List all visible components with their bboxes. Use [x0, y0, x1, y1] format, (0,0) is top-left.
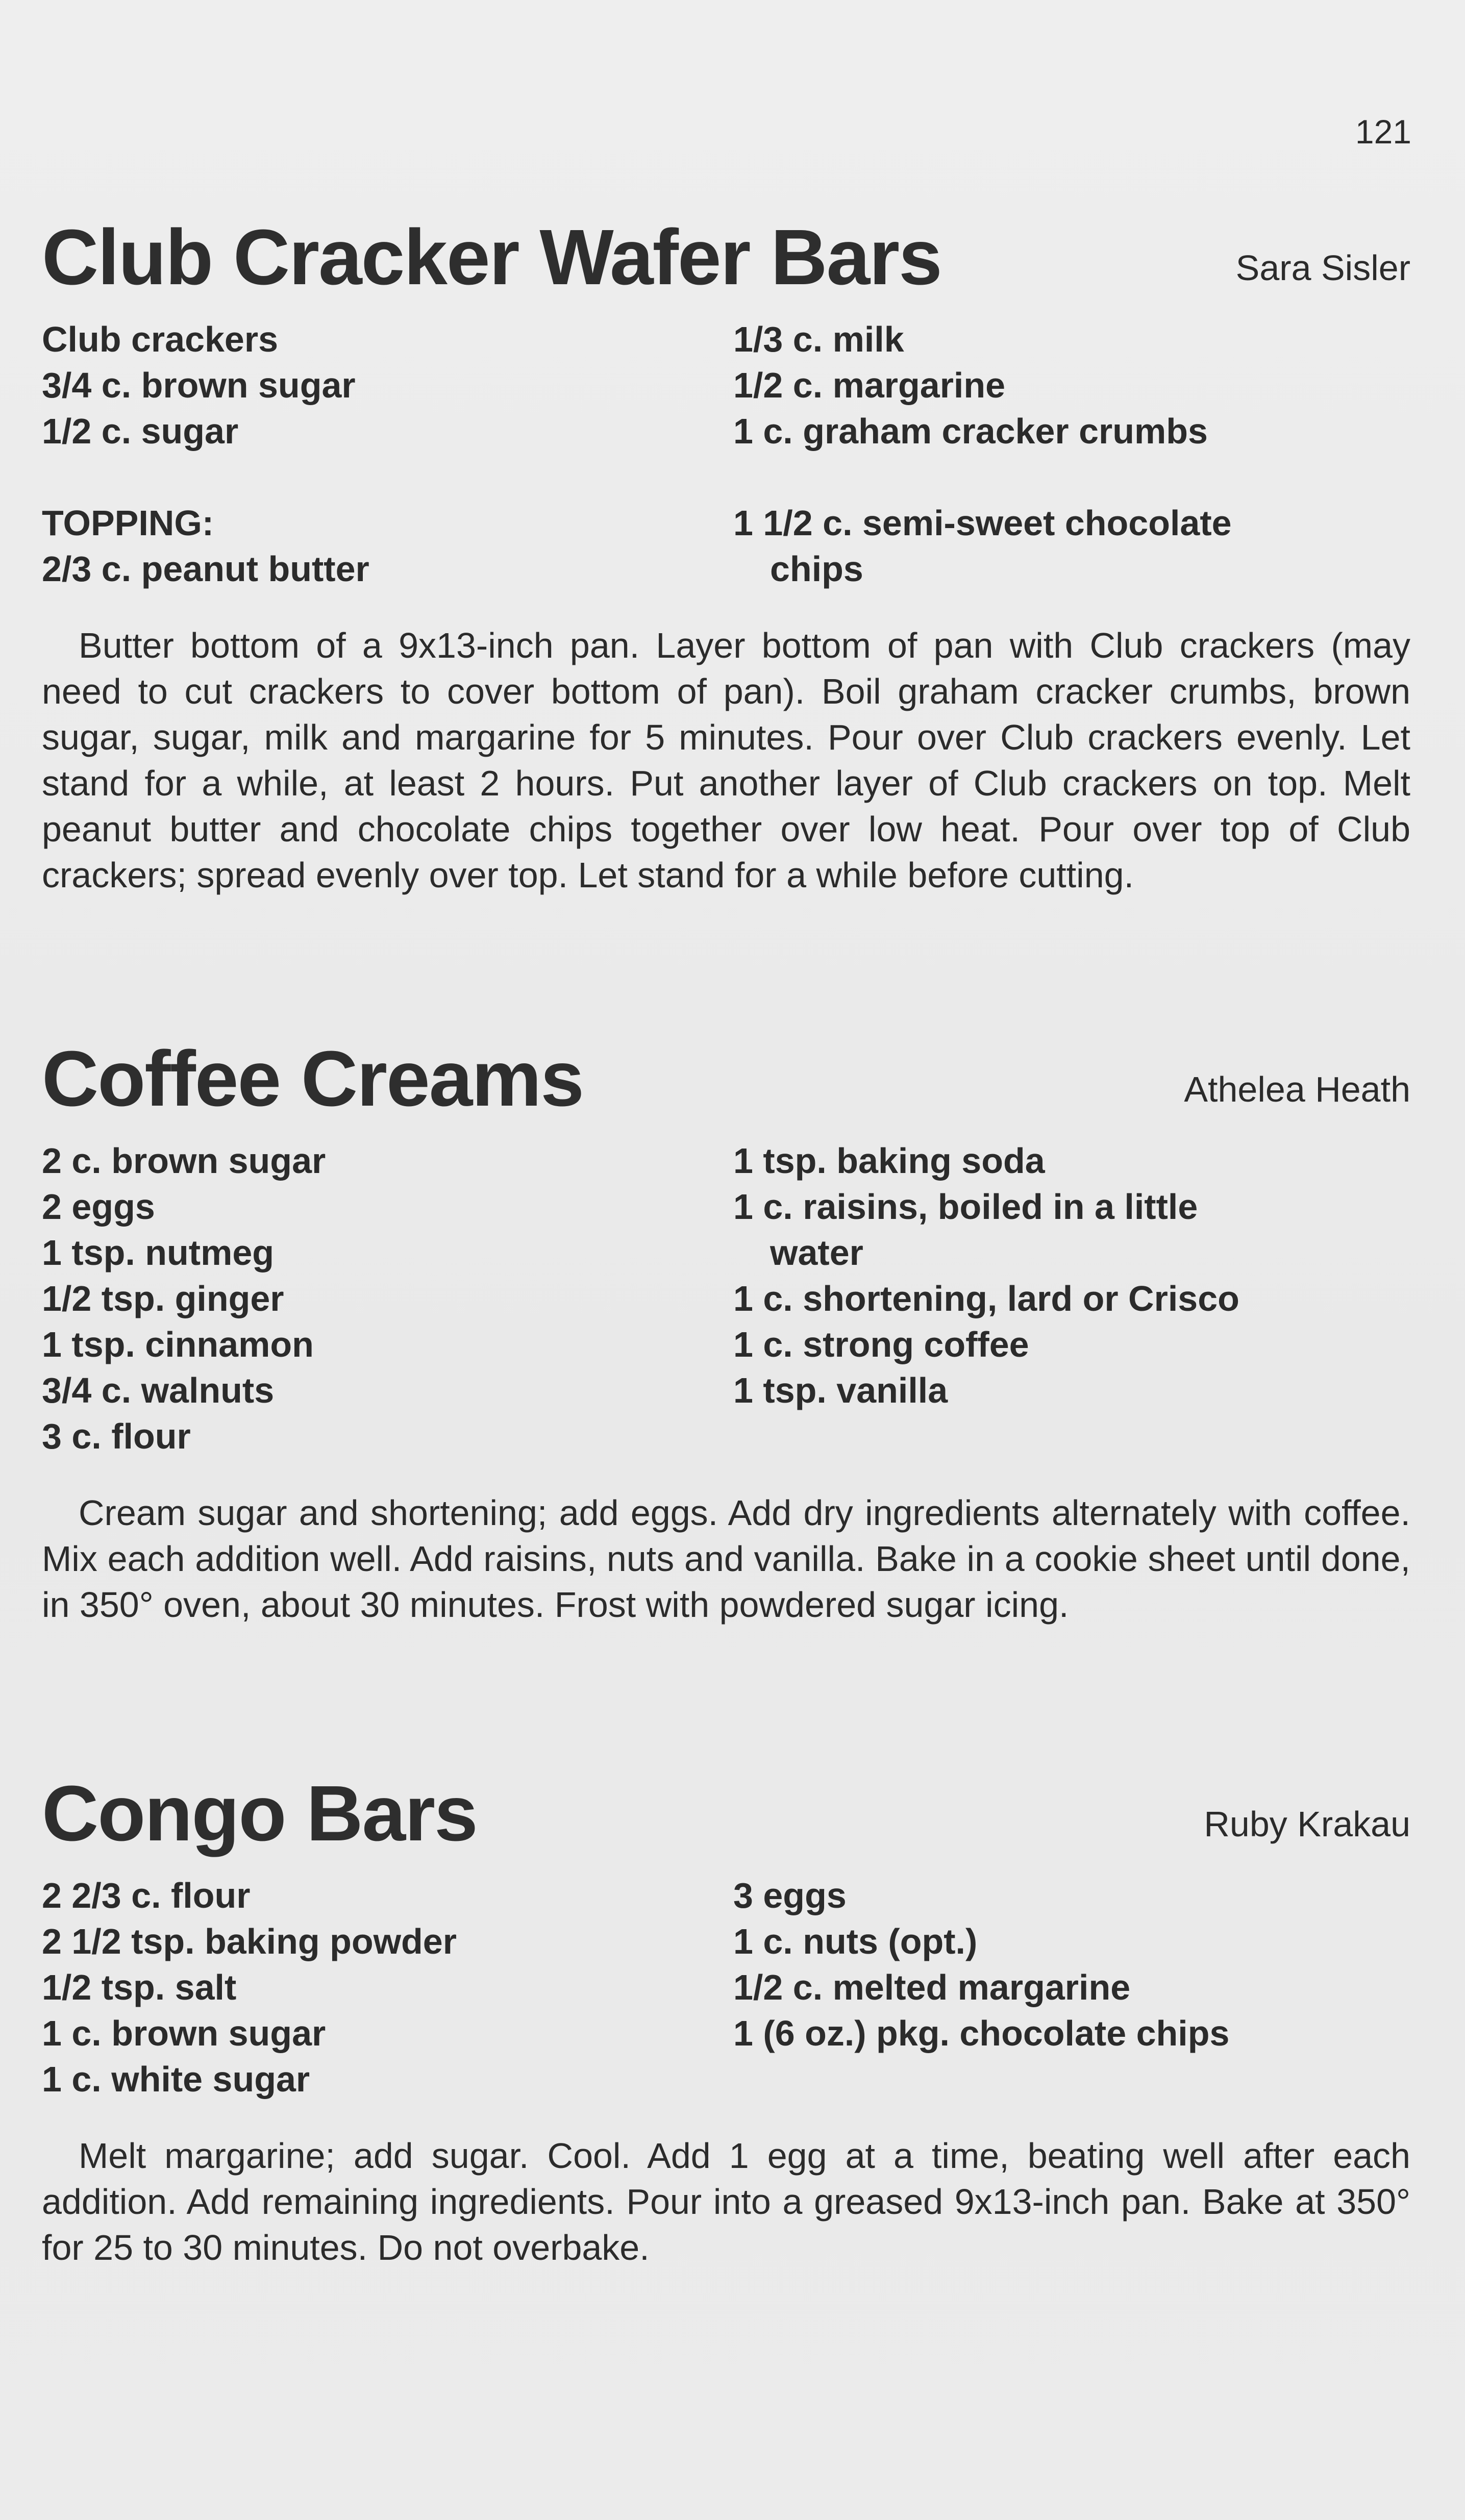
ingredient-column-left: [42, 1138, 733, 1459]
ingredient-line: 1 c. graham cracker crumbs: [733, 411, 1208, 451]
recipe-header: [42, 214, 1410, 316]
ingredient-line-continued: water: [770, 1233, 863, 1273]
ingredient-column-right: [733, 1873, 1410, 2102]
ingredient-line: 1/2 c. margarine: [733, 365, 1006, 405]
recipe-congo-bars: [42, 1770, 1410, 2271]
ingredient-line: 3/4 c. brown sugar: [42, 365, 356, 405]
ingredient-line: 1 c. white sugar: [42, 2059, 310, 2099]
ingredient-line: 2 1/2 tsp. baking powder: [42, 1922, 457, 1961]
ingredient-column-left: [42, 1873, 733, 2102]
ingredient-line: 1 1/2 c. semi-sweet chocolate: [733, 503, 1232, 543]
ingredient-line: 1 (6 oz.) pkg. chocolate chips: [733, 2013, 1230, 2053]
ingredient-line: Club crackers: [42, 319, 279, 359]
ingredient-list: [42, 1873, 1410, 2102]
ingredient-line: 3 c. flour: [42, 1416, 191, 1456]
spacer: [42, 454, 733, 500]
ingredient-list: [42, 1138, 1410, 1459]
ingredient-line: 3/4 c. walnuts: [42, 1370, 275, 1410]
ingredient-line: 1 c. nuts (opt.): [733, 1922, 978, 1961]
ingredient-line: 1/2 tsp. salt: [42, 1967, 237, 2007]
ingredient-column-left: [42, 316, 733, 592]
recipe-header: [42, 1770, 1410, 1873]
ingredient-line: 1/3 c. milk: [733, 319, 904, 359]
ingredient-list: [42, 316, 1410, 592]
ingredient-line: 1 tsp. baking soda: [733, 1141, 1045, 1181]
recipe-title: Congo Bars: [42, 1769, 477, 1857]
ingredient-line: 1 c. strong coffee: [733, 1325, 1029, 1364]
ingredient-column-right: [733, 316, 1410, 592]
recipe-club-cracker-wafer-bars: [42, 214, 1410, 898]
recipe-coffee-creams: [42, 1036, 1410, 1628]
recipe-title: Club Cracker Wafer Bars: [42, 213, 941, 301]
ingredient-line: 1/2 c. sugar: [42, 411, 239, 451]
ingredient-column-right: [733, 1138, 1410, 1459]
recipe-author: Athelea Heath: [1184, 1069, 1410, 1109]
recipe-title: Coffee Creams: [42, 1035, 583, 1122]
ingredient-line: 1/2 c. melted margarine: [733, 1967, 1131, 2007]
ingredient-line-continued: chips: [770, 549, 863, 589]
recipe-directions: Butter bottom of a 9x13-inch pan. Layer bottom of pan with Club crackers (may need to cut crackers to cover bottom of pan). Boil graham cracker crumbs, brown sugar, sugar, milk and margarine for 5 minutes. Pour over Club crackers evenly. Let stand for a while, at least 2 hours. Put another layer of Club crackers on top. Melt peanut butter and chocolate chips together over low heat. Pour over top of Club crackers; spread evenly over top. Let stand for a while before cutting.: [42, 626, 1410, 895]
recipe-author: Ruby Krakau: [1204, 1804, 1410, 1844]
ingredient-line: 1 tsp. vanilla: [733, 1370, 948, 1410]
spacer: [733, 454, 1410, 500]
recipe-directions: Melt margarine; add sugar. Cool. Add 1 egg at a time, beating well after each addition. Add remaining ingredients. Pour into a greased 9x13-inch pan. Bake at 350° for 25 to 30 minutes. Do not overbake.: [42, 2136, 1410, 2267]
ingredient-line: 3 eggs: [733, 1876, 847, 1915]
recipe-header: [42, 1036, 1410, 1138]
ingredient-line: 2/3 c. peanut butter: [42, 549, 369, 589]
ingredient-line: 1 c. brown sugar: [42, 2013, 326, 2053]
ingredient-line: 2 2/3 c. flour: [42, 1876, 251, 1915]
recipe-author: Sara Sisler: [1235, 248, 1410, 288]
page-number: 121: [1355, 113, 1411, 151]
topping-heading: TOPPING:: [42, 503, 214, 543]
ingredient-line: 1 c. raisins, boiled in a little: [733, 1187, 1198, 1227]
ingredient-line: 2 c. brown sugar: [42, 1141, 326, 1181]
ingredient-line: 1/2 tsp. ginger: [42, 1279, 284, 1318]
recipe-directions: Cream sugar and shortening; add eggs. Add dry ingredients alternately with coffee. Mix each addition well. Add raisins, nuts and vanilla. Bake in a cookie sheet until done, in 350° oven, about 30 minutes. Frost with powdered sugar icing.: [42, 1493, 1410, 1625]
ingredient-line: 1 c. shortening, lard or Crisco: [733, 1279, 1239, 1318]
ingredient-line: 1 tsp. cinnamon: [42, 1325, 314, 1364]
ingredient-line: 1 tsp. nutmeg: [42, 1233, 275, 1273]
ingredient-line: 2 eggs: [42, 1187, 155, 1227]
